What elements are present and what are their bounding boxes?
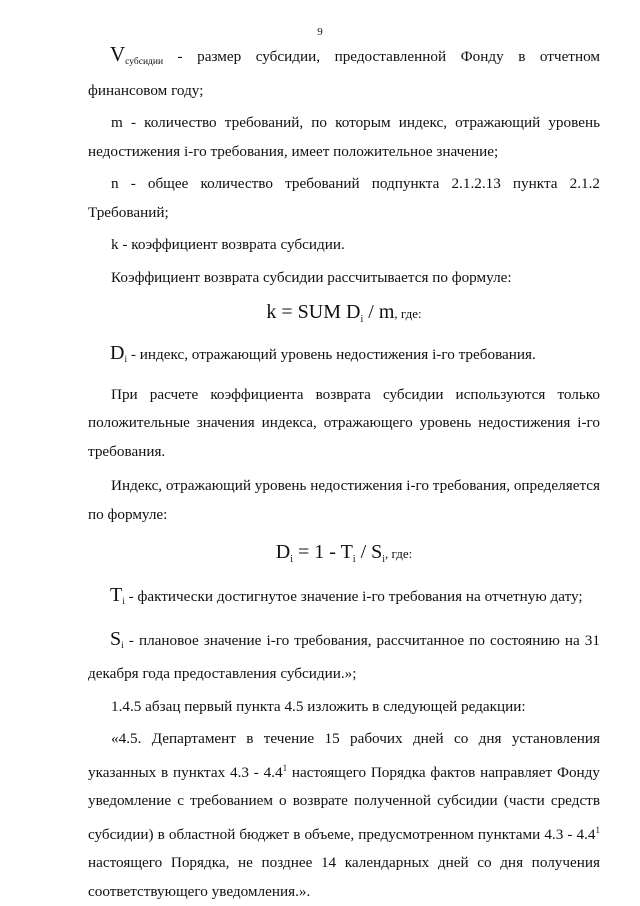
page-number: 9 — [317, 26, 323, 38]
quote-4-5-part3: настоящего Порядка, не позднее 14 календарных дней со дня получения соответствующего уведомления.». — [88, 854, 600, 900]
symbol-d-subscript: i — [124, 355, 128, 365]
symbol-s: S — [110, 627, 122, 650]
definition-s — [88, 625, 600, 689]
definition-d — [88, 339, 600, 375]
formula-k-rhs: / m — [363, 301, 395, 323]
formula-k — [88, 297, 600, 335]
quote-4-5-part1: «4.5. Департамент в течение 15 рабочих дней со дня установления указанных в пунктах 4.3 - 4.4 — [88, 730, 600, 781]
symbol-d: D — [110, 342, 125, 364]
quote-4-5-sup2: 1 — [595, 824, 600, 835]
definition-s-text: - плановое значение i-го требования, рассчитанное по состоянию на 31 декабря года предоставления субсидии.»; — [88, 631, 600, 682]
quote-4-5 — [88, 725, 600, 906]
intro-formula-k: Коэффициент возврата субсидии рассчитывается по формуле: — [111, 268, 512, 286]
symbol-s-subscript: i — [121, 640, 124, 651]
formula-k-tail: , где: — [394, 306, 422, 321]
definition-t — [88, 581, 600, 617]
formula-k-sub: i — [360, 314, 364, 325]
document-body — [88, 40, 600, 906]
formula-d-s3: i — [382, 554, 386, 565]
formula-d-p2: = 1 - T — [293, 541, 353, 563]
symbol-v: V — [110, 42, 126, 66]
symbol-v-subscript: субсидии — [125, 57, 164, 67]
formula-d-p1: D — [275, 541, 291, 563]
formula-d-s1: i — [290, 554, 293, 565]
definition-d-text: - индекс, отражающий уровень недостижения i-го требования. — [127, 346, 536, 363]
definition-m: m - количество требований, по которым индекс, отражающий уровень недостижения i-го требования, имеет положительное значение; — [88, 114, 600, 160]
definition-v — [88, 40, 600, 105]
paragraph-positive-values: При расчете коэффициента возврата субсидии используются только положительные значения индекса, отражающего уровень недостижения i-го требования. — [88, 385, 600, 460]
formula-d — [88, 537, 600, 575]
formula-k-lhs: k = SUM D — [266, 301, 361, 323]
quote-4-5-sup1: 1 — [282, 762, 288, 773]
paragraph-index: Индекс, отражающий уровень недостижения i-го требования, определяется по формуле: — [88, 477, 600, 523]
item-1-4-5: 1.4.5 абзац первый пункта 4.5 изложить в следующей редакции: — [111, 697, 526, 715]
definition-k: k - коэффициент возврата субсидии. — [111, 236, 345, 253]
formula-d-p3: / S — [355, 541, 383, 563]
formula-d-s2: i — [352, 554, 356, 565]
quote-4-5-part2: настоящего Порядка фактов направляет Фонду уведомление с требованием о возврате полученной субсидии (части средств субсидии) в областной бюджет в объеме, предусмотренном пунктами 4.3 - 4.4 — [88, 763, 600, 843]
definition-n: n - общее количество требований подпункта 2.1.2.13 пункта 2.1.2 Требований; — [88, 175, 600, 221]
formula-d-tail: , где: — [385, 546, 413, 561]
symbol-t-subscript: i — [122, 597, 125, 607]
definition-v-text: - размер субсидии, предоставленной Фонду в отчетном финансовом году; — [88, 48, 600, 99]
symbol-t: T — [110, 584, 123, 606]
definition-t-text: - фактически достигнутое значение i-го требования на отчетную дату; — [124, 588, 583, 605]
